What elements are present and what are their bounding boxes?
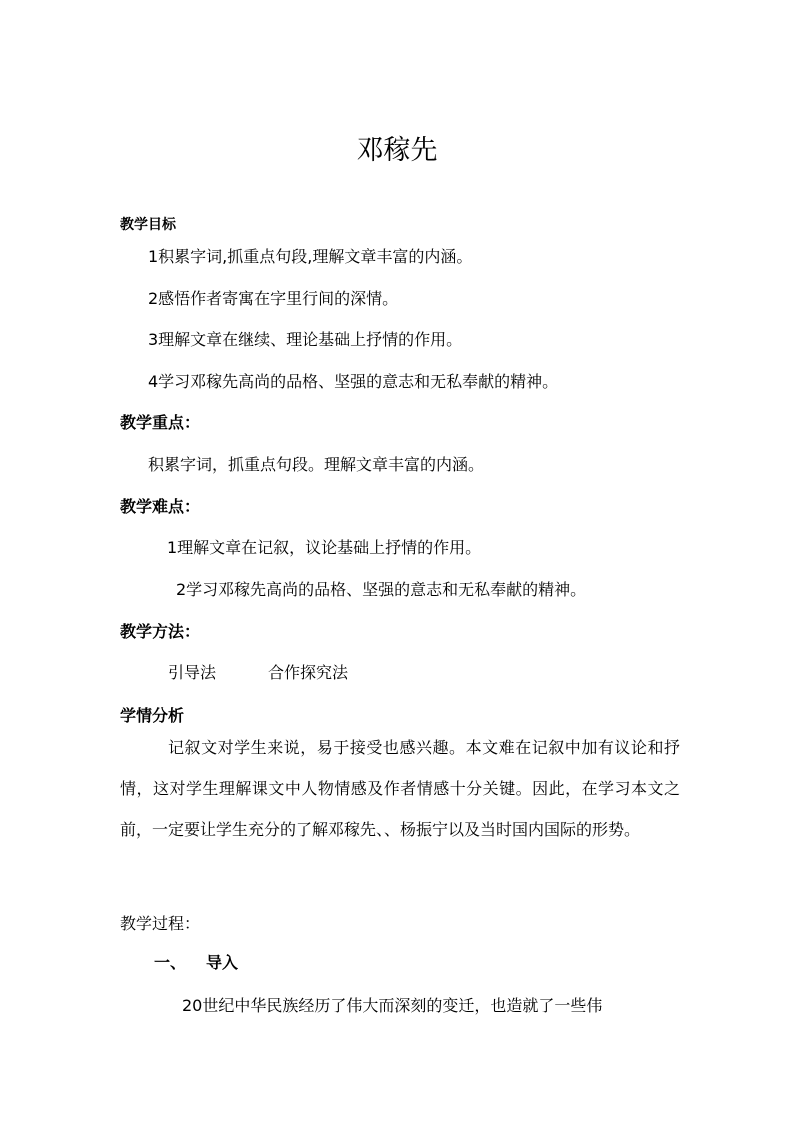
document-title: 邓稼先 bbox=[356, 135, 438, 166]
difficulties-heading: 教学难点： bbox=[120, 497, 201, 516]
process-heading: 教学过程： bbox=[120, 914, 201, 933]
method-item-cooperative-inquiry: 合作探究法 bbox=[268, 663, 349, 682]
intro-paragraph: 20世纪中华民族经历了伟大而深刻的变迁，也造就了一些伟 bbox=[182, 996, 603, 1015]
goal-item-3: 3理解文章在继续、理论基础上抒情的作用。 bbox=[148, 330, 463, 349]
methods-line bbox=[168, 660, 348, 683]
section-title: 导入 bbox=[206, 953, 239, 972]
key-points-text: 积累字词，抓重点句段。理解文章丰富的内涵。 bbox=[148, 455, 485, 474]
goal-item-1: 1积累字词,抓重点句段,理解文章丰富的内涵。 bbox=[148, 247, 473, 266]
goal-item-4: 4学习邓稼先高尚的品格、坚强的意志和无私奉献的精神。 bbox=[148, 372, 559, 391]
process-section-1 bbox=[154, 950, 238, 973]
difficulty-item-2: 2学习邓稼先高尚的品格、坚强的意志和无私奉献的精神。 bbox=[176, 580, 587, 599]
analysis-paragraph: 记叙文对学生来说，易于接受也感兴趣。本文难在记叙中加有议论和抒情，这对学生理解课文中人物情感及作者情感十分关键。因此，在学习本文之前，一定要让学生充分的了解邓稼先、、杨振宁以及当时国内国际的形势。 bbox=[120, 738, 680, 839]
key-points-heading: 教学重点： bbox=[120, 413, 201, 432]
goal-item-2: 2感悟作者寄寓在字里行间的深情。 bbox=[148, 289, 399, 308]
section-number: 一、 bbox=[154, 953, 187, 972]
methods-heading: 教学方法： bbox=[120, 622, 201, 641]
method-item-guidance: 引导法 bbox=[168, 663, 217, 682]
difficulty-item-1: 1理解文章在记叙，议论基础上抒情的作用。 bbox=[167, 538, 482, 557]
goals-heading: 教学目标 bbox=[120, 217, 176, 233]
analysis-heading: 学情分析 bbox=[120, 706, 185, 725]
